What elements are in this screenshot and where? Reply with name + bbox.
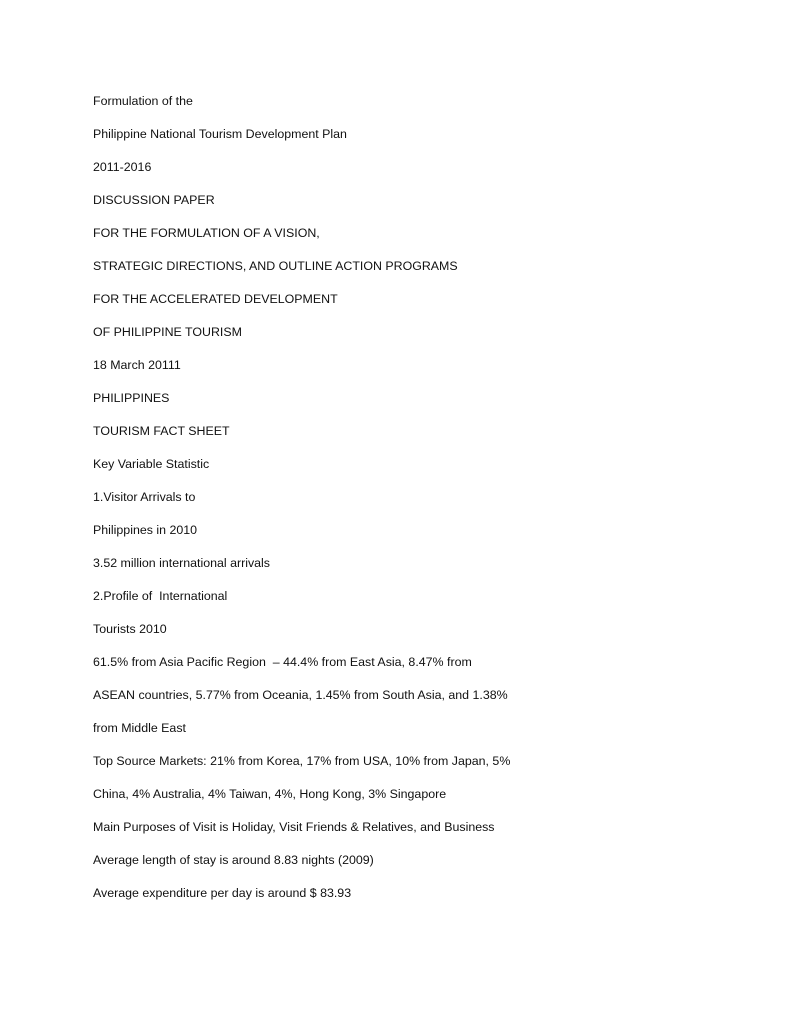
item-2-label-line-2: Tourists 2010	[93, 622, 167, 636]
table-header: Key Variable Statistic	[93, 457, 210, 471]
doc-subtitle-line-4: OF PHILIPPINE TOURISM	[93, 325, 242, 339]
purposes-of-visit: Main Purposes of Visit is Holiday, Visit Friends & Relatives, and Business	[93, 820, 495, 834]
doc-subtitle-line-2: STRATEGIC DIRECTIONS, AND OUTLINE ACTION PROGRAMS	[93, 259, 458, 273]
expenditure-per-day: Average expenditure per day is around $ 83.93	[93, 886, 352, 900]
doc-title-line-2: Philippine National Tourism Development Plan	[93, 127, 347, 141]
item-2-value-line-3: from Middle East	[93, 721, 186, 735]
doc-type: DISCUSSION PAPER	[93, 193, 215, 207]
item-1-label-line-1: 1.Visitor Arrivals to	[93, 490, 196, 504]
section-country: PHILIPPINES	[93, 391, 170, 405]
item-1-value: 3.52 million international arrivals	[93, 556, 270, 570]
doc-date: 18 March 20111	[93, 358, 181, 372]
doc-title-line-1: Formulation of the	[93, 94, 193, 108]
item-2-value-line-2: ASEAN countries, 5.77% from Oceania, 1.45% from South Asia, and 1.38%	[93, 688, 508, 702]
document-body	[93, 93, 753, 918]
item-2-value-line-1: 61.5% from Asia Pacific Region – 44.4% from East Asia, 8.47% from	[93, 655, 472, 669]
doc-subtitle-line-3: FOR THE ACCELERATED DEVELOPMENT	[93, 292, 338, 306]
top-markets-line-2: China, 4% Australia, 4% Taiwan, 4%, Hong Kong, 3% Singapore	[93, 787, 447, 801]
section-heading: TOURISM FACT SHEET	[93, 424, 230, 438]
item-2-label-line-1: 2.Profile of International	[93, 589, 228, 603]
doc-period: 2011-2016	[93, 160, 152, 174]
top-markets-line-1: Top Source Markets: 21% from Korea, 17% from USA, 10% from Japan, 5%	[93, 754, 511, 768]
item-1-label-line-2: Philippines in 2010	[93, 523, 198, 537]
doc-subtitle-line-1: FOR THE FORMULATION OF A VISION,	[93, 226, 320, 240]
length-of-stay: Average length of stay is around 8.83 nights (2009)	[93, 853, 374, 867]
